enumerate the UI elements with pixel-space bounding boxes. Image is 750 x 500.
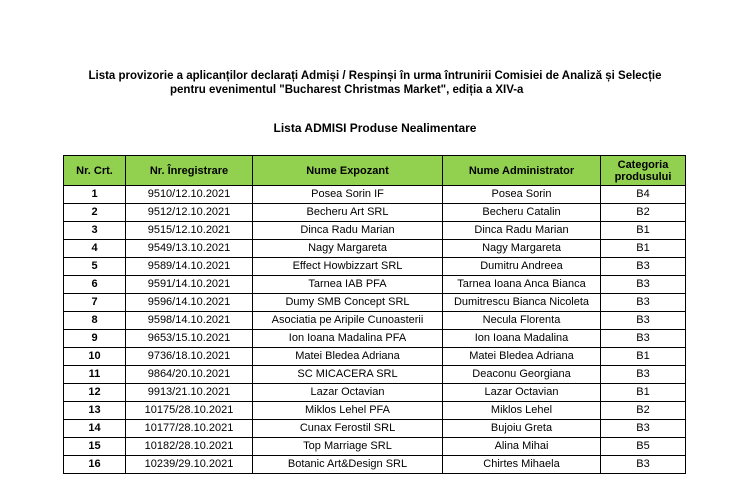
cell-nr: 2 <box>64 204 126 222</box>
cell-administrator: Dinca Radu Marian <box>443 222 601 240</box>
cell-registration: 10239/29.10.2021 <box>126 456 253 474</box>
cell-category: B1 <box>601 348 686 366</box>
cell-registration: 9913/21.10.2021 <box>126 384 253 402</box>
table-row <box>64 384 686 402</box>
cell-category: B3 <box>601 276 686 294</box>
cell-nr: 15 <box>64 438 126 456</box>
cell-exhibitor: Asociatia pe Aripile Cunoasterii <box>253 312 443 330</box>
header-registration: Nr. Înregistrare <box>126 156 253 186</box>
cell-category: B3 <box>601 330 686 348</box>
cell-exhibitor: Effect Howbizzart SRL <box>253 258 443 276</box>
cell-category: B2 <box>601 204 686 222</box>
cell-category: B1 <box>601 384 686 402</box>
cell-nr: 6 <box>64 276 126 294</box>
table-row <box>64 258 686 276</box>
table-header <box>64 156 686 186</box>
cell-category: B5 <box>601 438 686 456</box>
cell-registration: 10182/28.10.2021 <box>126 438 253 456</box>
document-title-line-1: Lista provizorie a aplicanților declarați Admiși / Respinși în urma întrunirii Comisiei de Analiză și Selecție <box>88 70 662 82</box>
table-row <box>64 402 686 420</box>
cell-administrator: Miklos Lehel <box>443 402 601 420</box>
cell-nr: 10 <box>64 348 126 366</box>
cell-nr: 9 <box>64 330 126 348</box>
cell-administrator: Tarnea Ioana Anca Bianca <box>443 276 601 294</box>
cell-registration: 9591/14.10.2021 <box>126 276 253 294</box>
cell-nr: 13 <box>64 402 126 420</box>
cell-administrator: Becheru Catalin <box>443 204 601 222</box>
table-row <box>64 204 686 222</box>
cell-exhibitor: Posea Sorin IF <box>253 186 443 204</box>
cell-administrator: Deaconu Georgiana <box>443 366 601 384</box>
cell-category: B3 <box>601 420 686 438</box>
cell-registration: 9736/18.10.2021 <box>126 348 253 366</box>
admitted-list-table <box>63 155 686 474</box>
table-row <box>64 186 686 204</box>
table-row <box>64 312 686 330</box>
cell-registration: 9515/12.10.2021 <box>126 222 253 240</box>
cell-category: B1 <box>601 222 686 240</box>
cell-exhibitor: SC MICACERA SRL <box>253 366 443 384</box>
cell-registration: 9598/14.10.2021 <box>126 312 253 330</box>
cell-nr: 7 <box>64 294 126 312</box>
cell-administrator: Alina Mihai <box>443 438 601 456</box>
cell-nr: 12 <box>64 384 126 402</box>
cell-administrator: Bujoiu Greta <box>443 420 601 438</box>
cell-nr: 11 <box>64 366 126 384</box>
cell-registration: 10175/28.10.2021 <box>126 402 253 420</box>
cell-exhibitor: Ion Ioana Madalina PFA <box>253 330 443 348</box>
cell-exhibitor: Matei Bledea Adriana <box>253 348 443 366</box>
cell-administrator: Dumitrescu Bianca Nicoleta <box>443 294 601 312</box>
cell-category: B4 <box>601 186 686 204</box>
header-exhibitor: Nume Expozant <box>253 156 443 186</box>
cell-category: B3 <box>601 456 686 474</box>
cell-exhibitor: Dinca Radu Marian <box>253 222 443 240</box>
table-row <box>64 366 686 384</box>
cell-nr: 5 <box>64 258 126 276</box>
cell-exhibitor: Becheru Art SRL <box>253 204 443 222</box>
cell-registration: 9510/12.10.2021 <box>126 186 253 204</box>
list-subtitle: Lista ADMISI Produse Nealimentare <box>273 121 477 135</box>
cell-administrator: Posea Sorin <box>443 186 601 204</box>
cell-nr: 1 <box>64 186 126 204</box>
cell-administrator: Chirtes Mihaela <box>443 456 601 474</box>
header-nr: Nr. Crt. <box>64 156 126 186</box>
table-row <box>64 456 686 474</box>
cell-category: B1 <box>601 240 686 258</box>
cell-registration: 9864/20.10.2021 <box>126 366 253 384</box>
cell-category: B3 <box>601 312 686 330</box>
cell-administrator: Dumitru Andreea <box>443 258 601 276</box>
table-body <box>64 186 686 474</box>
header-category: Categoria produsului <box>601 156 686 186</box>
cell-category: B3 <box>601 294 686 312</box>
cell-exhibitor: Top Marriage SRL <box>253 438 443 456</box>
cell-nr: 14 <box>64 420 126 438</box>
table-row <box>64 276 686 294</box>
table-row <box>64 420 686 438</box>
cell-administrator: Nagy Margareta <box>443 240 601 258</box>
table-row <box>64 348 686 366</box>
header-administrator: Nume Administrator <box>443 156 601 186</box>
cell-registration: 9512/12.10.2021 <box>126 204 253 222</box>
table-row <box>64 330 686 348</box>
cell-exhibitor: Lazar Octavian <box>253 384 443 402</box>
cell-category: B2 <box>601 402 686 420</box>
table-row <box>64 222 686 240</box>
table-row <box>64 294 686 312</box>
cell-exhibitor: Dumy SMB Concept SRL <box>253 294 443 312</box>
cell-category: B3 <box>601 366 686 384</box>
cell-exhibitor: Cunax Ferostil SRL <box>253 420 443 438</box>
cell-administrator: Necula Florenta <box>443 312 601 330</box>
table-row <box>64 438 686 456</box>
cell-registration: 9549/13.10.2021 <box>126 240 253 258</box>
cell-category: B3 <box>601 258 686 276</box>
cell-nr: 3 <box>64 222 126 240</box>
cell-registration: 9653/15.10.2021 <box>126 330 253 348</box>
cell-administrator: Matei Bledea Adriana <box>443 348 601 366</box>
cell-exhibitor: Botanic Art&Design SRL <box>253 456 443 474</box>
cell-registration: 9596/14.10.2021 <box>126 294 253 312</box>
cell-administrator: Lazar Octavian <box>443 384 601 402</box>
cell-nr: 16 <box>64 456 126 474</box>
cell-nr: 4 <box>64 240 126 258</box>
cell-registration: 10177/28.10.2021 <box>126 420 253 438</box>
cell-registration: 9589/14.10.2021 <box>126 258 253 276</box>
table-header-row <box>64 156 686 186</box>
table-row <box>64 240 686 258</box>
cell-exhibitor: Miklos Lehel PFA <box>253 402 443 420</box>
cell-nr: 8 <box>64 312 126 330</box>
cell-exhibitor: Nagy Margareta <box>253 240 443 258</box>
document-title-line-2: pentru evenimentul "Bucharest Christmas Market", ediția a XIV-a <box>170 84 524 96</box>
cell-exhibitor: Tarnea IAB PFA <box>253 276 443 294</box>
cell-administrator: Ion Ioana Madalina <box>443 330 601 348</box>
